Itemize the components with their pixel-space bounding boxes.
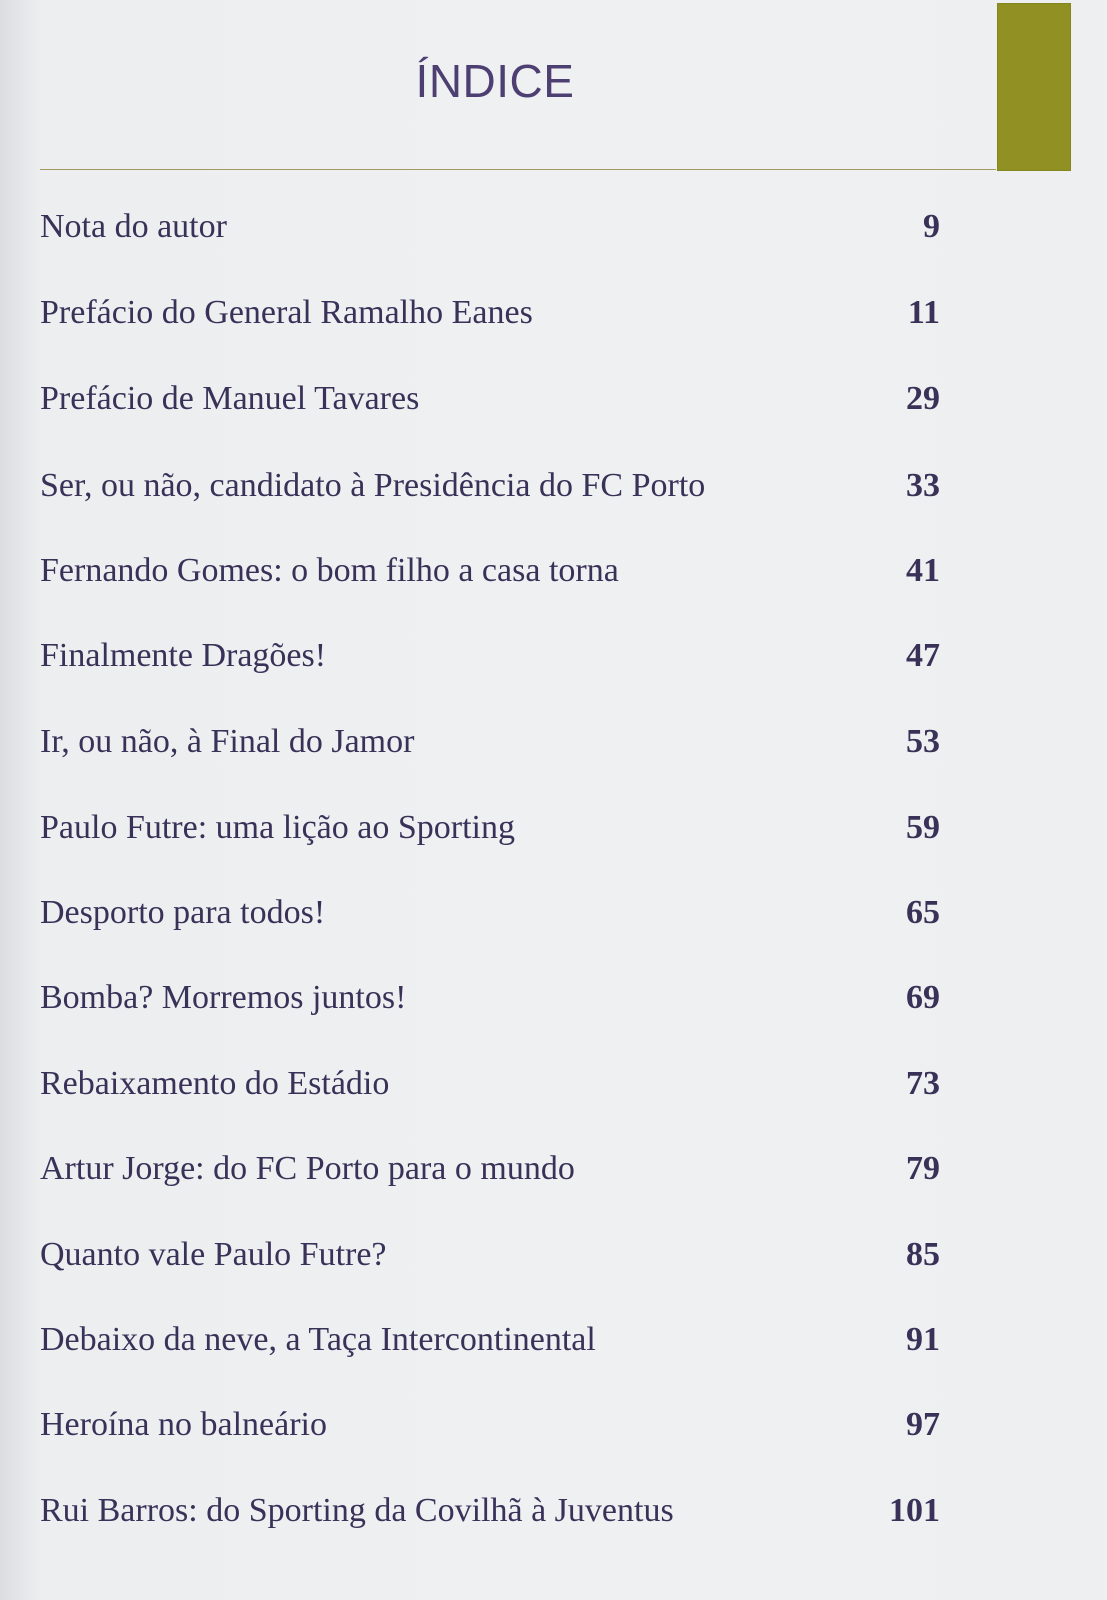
toc-entry	[40, 546, 940, 596]
toc-entry-title: Fernando Gomes: o bom filho a casa torna	[40, 552, 619, 589]
toc-entry	[40, 717, 940, 767]
toc-entry-title: Nota do autor	[40, 208, 227, 245]
toc-entry-title: Ir, ou não, à Final do Jamor	[40, 723, 415, 760]
toc-entry	[40, 1059, 940, 1109]
toc-entry	[40, 288, 940, 338]
toc-entry	[40, 631, 940, 681]
toc-entry	[40, 888, 940, 938]
toc-entry-title: Prefácio de Manuel Tavares	[40, 380, 420, 417]
toc-entry-title: Quanto vale Paulo Futre?	[40, 1236, 387, 1273]
toc-entry-title: Bomba? Morremos juntos!	[40, 979, 407, 1016]
toc-entry-page: 101	[889, 1492, 940, 1529]
toc-entry-page: 41	[906, 552, 940, 589]
toc-entry-page: 91	[906, 1321, 940, 1358]
toc-entry-title: Desporto para todos!	[40, 894, 326, 931]
toc-entry-title: Prefácio do General Ramalho Eanes	[40, 294, 533, 331]
chapter-accent-tab	[997, 3, 1071, 171]
toc-entry	[40, 973, 940, 1023]
toc-entry-page: 65	[906, 894, 940, 931]
toc-entry-title: Artur Jorge: do FC Porto para o mundo	[40, 1150, 575, 1187]
toc-entry	[40, 461, 940, 511]
toc-entry-page: 59	[906, 809, 940, 846]
toc-entry	[40, 202, 940, 252]
toc-entry-title: Rui Barros: do Sporting da Covilhã à Juventus	[40, 1492, 674, 1529]
toc-entry-title: Debaixo da neve, a Taça Intercontinental	[40, 1321, 596, 1358]
toc-entry	[40, 374, 940, 424]
toc-entry-page: 85	[906, 1236, 940, 1273]
toc-entry-title: Finalmente Dragões!	[40, 637, 327, 674]
toc-entry	[40, 1400, 940, 1450]
toc-entry-page: 29	[906, 380, 940, 417]
toc-entry-page: 97	[906, 1406, 940, 1443]
table-of-contents	[40, 0, 940, 1600]
toc-entry-title: Rebaixamento do Estádio	[40, 1065, 390, 1102]
toc-entry-title: Paulo Futre: uma lição ao Sporting	[40, 809, 515, 846]
toc-entry-page: 73	[906, 1065, 940, 1102]
toc-entry-page: 69	[906, 979, 940, 1016]
toc-entry-page: 33	[906, 467, 940, 504]
toc-entry	[40, 803, 940, 853]
toc-entry-page: 53	[906, 723, 940, 760]
toc-entry	[40, 1486, 940, 1536]
toc-entry-page: 9	[923, 208, 940, 245]
toc-entry	[40, 1315, 940, 1365]
toc-entry-page: 47	[906, 637, 940, 674]
toc-entry-page: 79	[906, 1150, 940, 1187]
toc-entry	[40, 1230, 940, 1280]
toc-entry-page: 11	[907, 294, 940, 331]
toc-entry-title: Heroína no balneário	[40, 1406, 327, 1443]
page-title: ÍNDICE	[415, 55, 575, 107]
toc-entry-title: Ser, ou não, candidato à Presidência do FC Porto	[40, 467, 706, 504]
toc-entry	[40, 1144, 940, 1194]
